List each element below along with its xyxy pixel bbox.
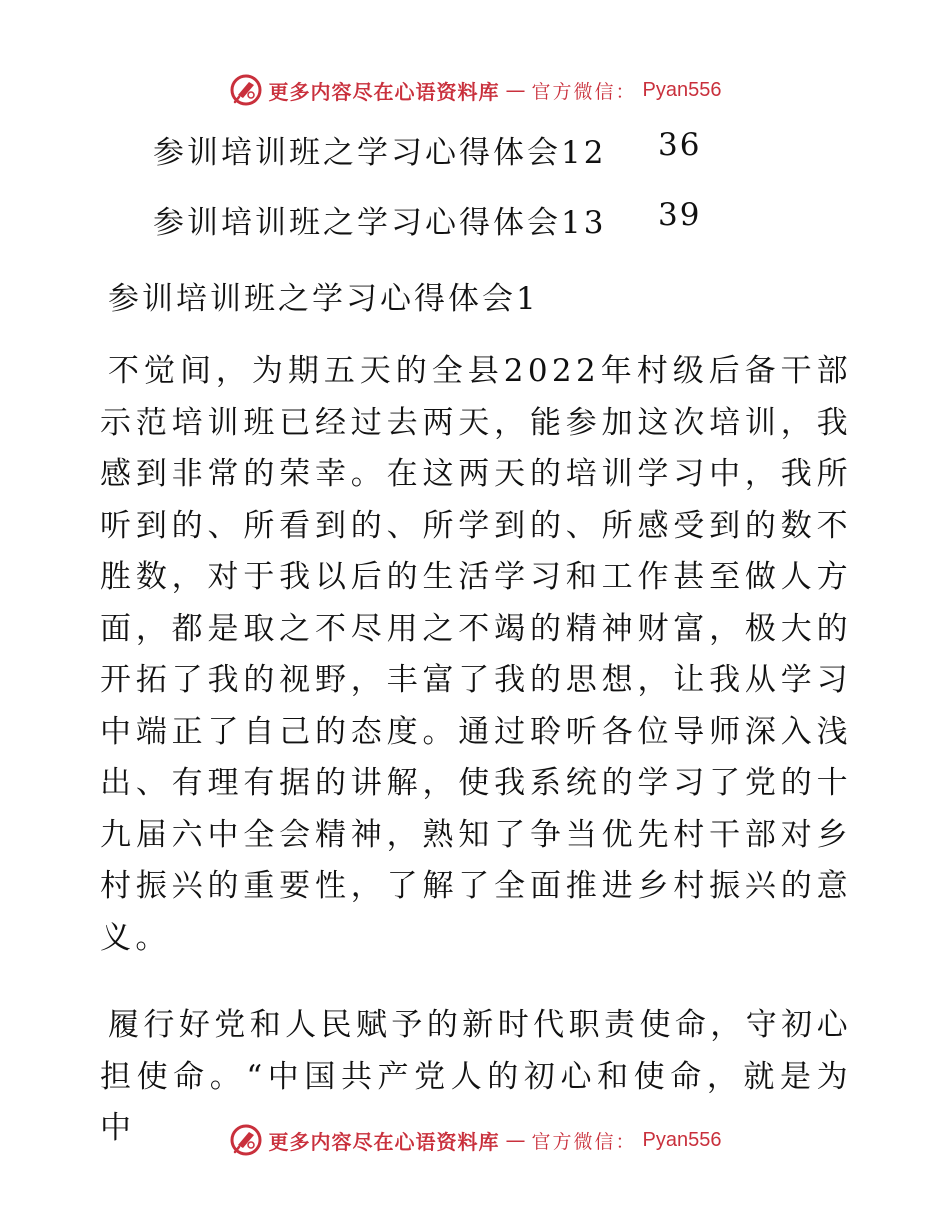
toc-title: 参训培训班之学习心得体会13 — [153, 205, 607, 241]
banner-separator: — — [505, 78, 526, 102]
logo-icon — [229, 73, 263, 107]
toc-page-number: 39 — [658, 197, 702, 233]
banner-wechat-label: 官方微信： — [531, 80, 637, 103]
banner-wechat-id: Pyan556 — [642, 1128, 722, 1151]
toc-row — [153, 127, 702, 171]
body-paragraph: 不觉间，为期五天的全县2022年村级后备干部示范培训班已经过去两天，能参加这次培训，我感到非常的荣幸。在这两天的培训学习中，我所听到的、所看到的、所学到的、所感受到的数不胜数，对于我以后的生活学习和工作甚至做人方面，都是取之不尽用之不竭的精神财富，极大的开拓了我的视野，丰富了我的思想，让我从学习中端正了自己的态度。通过聆听各位导师深入浅出、有理有据的讲解，使我系统的学习了党的十九届六中全会精神，熟知了争当优先村干部对乡村振兴的重要性，了解了全面推进乡村振兴的意义。 — [100, 353, 852, 956]
logo-icon — [229, 1123, 263, 1157]
body-paragraph: 履行好党和人民赋予的新时代职责使命，守初心担使命。“中国共产党人的初心和使命，就是为中 — [100, 1007, 852, 1146]
banner-main-text: 更多内容尽在心语资料库 — [268, 1129, 500, 1154]
section-heading: 参训培训班之学习心得体会1 — [108, 281, 539, 317]
toc-row — [153, 197, 702, 241]
toc-page-number: 36 — [658, 127, 702, 163]
banner-wechat-label: 官方微信： — [531, 1130, 637, 1153]
banner-main-text: 更多内容尽在心语资料库 — [268, 79, 500, 104]
header-banner — [0, 70, 950, 110]
toc-title: 参训培训班之学习心得体会12 — [153, 135, 607, 171]
footer-banner — [0, 1120, 950, 1160]
banner-separator: — — [505, 1128, 526, 1152]
banner-wechat-id: Pyan556 — [642, 78, 722, 101]
